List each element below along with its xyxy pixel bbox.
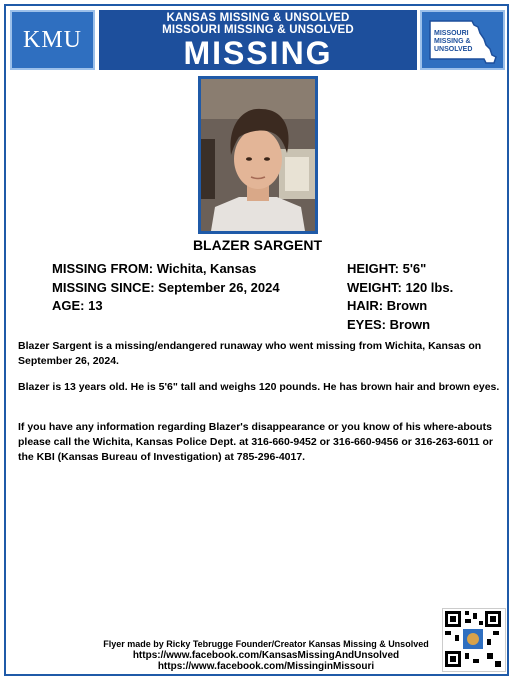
- description-paragraph: Blazer is 13 years old. He is 5'6" tall and weighs 120 pounds. He has brown hair and brown eyes.: [18, 381, 500, 393]
- missouri-logo: [420, 10, 505, 70]
- facebook-link-kansas[interactable]: https://www.facebook.com/KansasMissingAndUnsolved: [132, 650, 400, 661]
- kmu-logo-text: KMU: [22, 26, 82, 53]
- missing-person-photo: [198, 76, 318, 234]
- qr-code[interactable]: [442, 608, 506, 672]
- eyes: EYES: Brown: [347, 316, 431, 332]
- missing-from: MISSING FROM: Wichita, Kansas: [52, 261, 257, 276]
- banner-line-missouri: MISSOURI MISSING & UNSOLVED: [162, 24, 354, 36]
- portrait-image: [201, 79, 315, 231]
- kmu-logo: [10, 10, 95, 70]
- missing-since: MISSING SINCE: September 26, 2024: [52, 279, 280, 295]
- description-paragraph: Blazer Sargent is a missing/endangered runaway who went missing from Wichita, Kansas on September 26, 2024.: [18, 340, 482, 367]
- contact-paragraph: If you have any information regarding Blazer's disappearance or you know of his where-abouts please call the Wichita, Kansas Police Dept. at 316-660-9452 or 316-660-9456 or 316-263-6011 or the KBI (Kansas Bureau of Investigation) at 785-296-4017.: [18, 421, 493, 463]
- details-left: [52, 260, 280, 316]
- missouri-logo-text: MISSOURI MISSING & UNSOLVED: [434, 30, 473, 53]
- weight: WEIGHT: 120 lbs.: [347, 279, 454, 295]
- footer-credit: Flyer made by Ricky Tebrugge Founder/Creator Kansas Missing & Unsolved: [103, 639, 429, 649]
- age: AGE: 13: [52, 298, 103, 313]
- details-right: [347, 260, 453, 334]
- banner-title: MISSING: [183, 35, 333, 71]
- footer: [90, 639, 442, 672]
- banner-line-kansas: KANSAS MISSING & UNSOLVED: [166, 12, 350, 24]
- facebook-link-missouri[interactable]: https://www.facebook.com/MissinginMissouri: [157, 661, 375, 672]
- hair: HAIR: Brown: [347, 298, 428, 313]
- height: HEIGHT: 5'6": [347, 261, 427, 276]
- person-name: BLAZER SARGENT: [192, 237, 323, 253]
- header-banner: [99, 10, 417, 70]
- qr-code-icon: [443, 609, 503, 669]
